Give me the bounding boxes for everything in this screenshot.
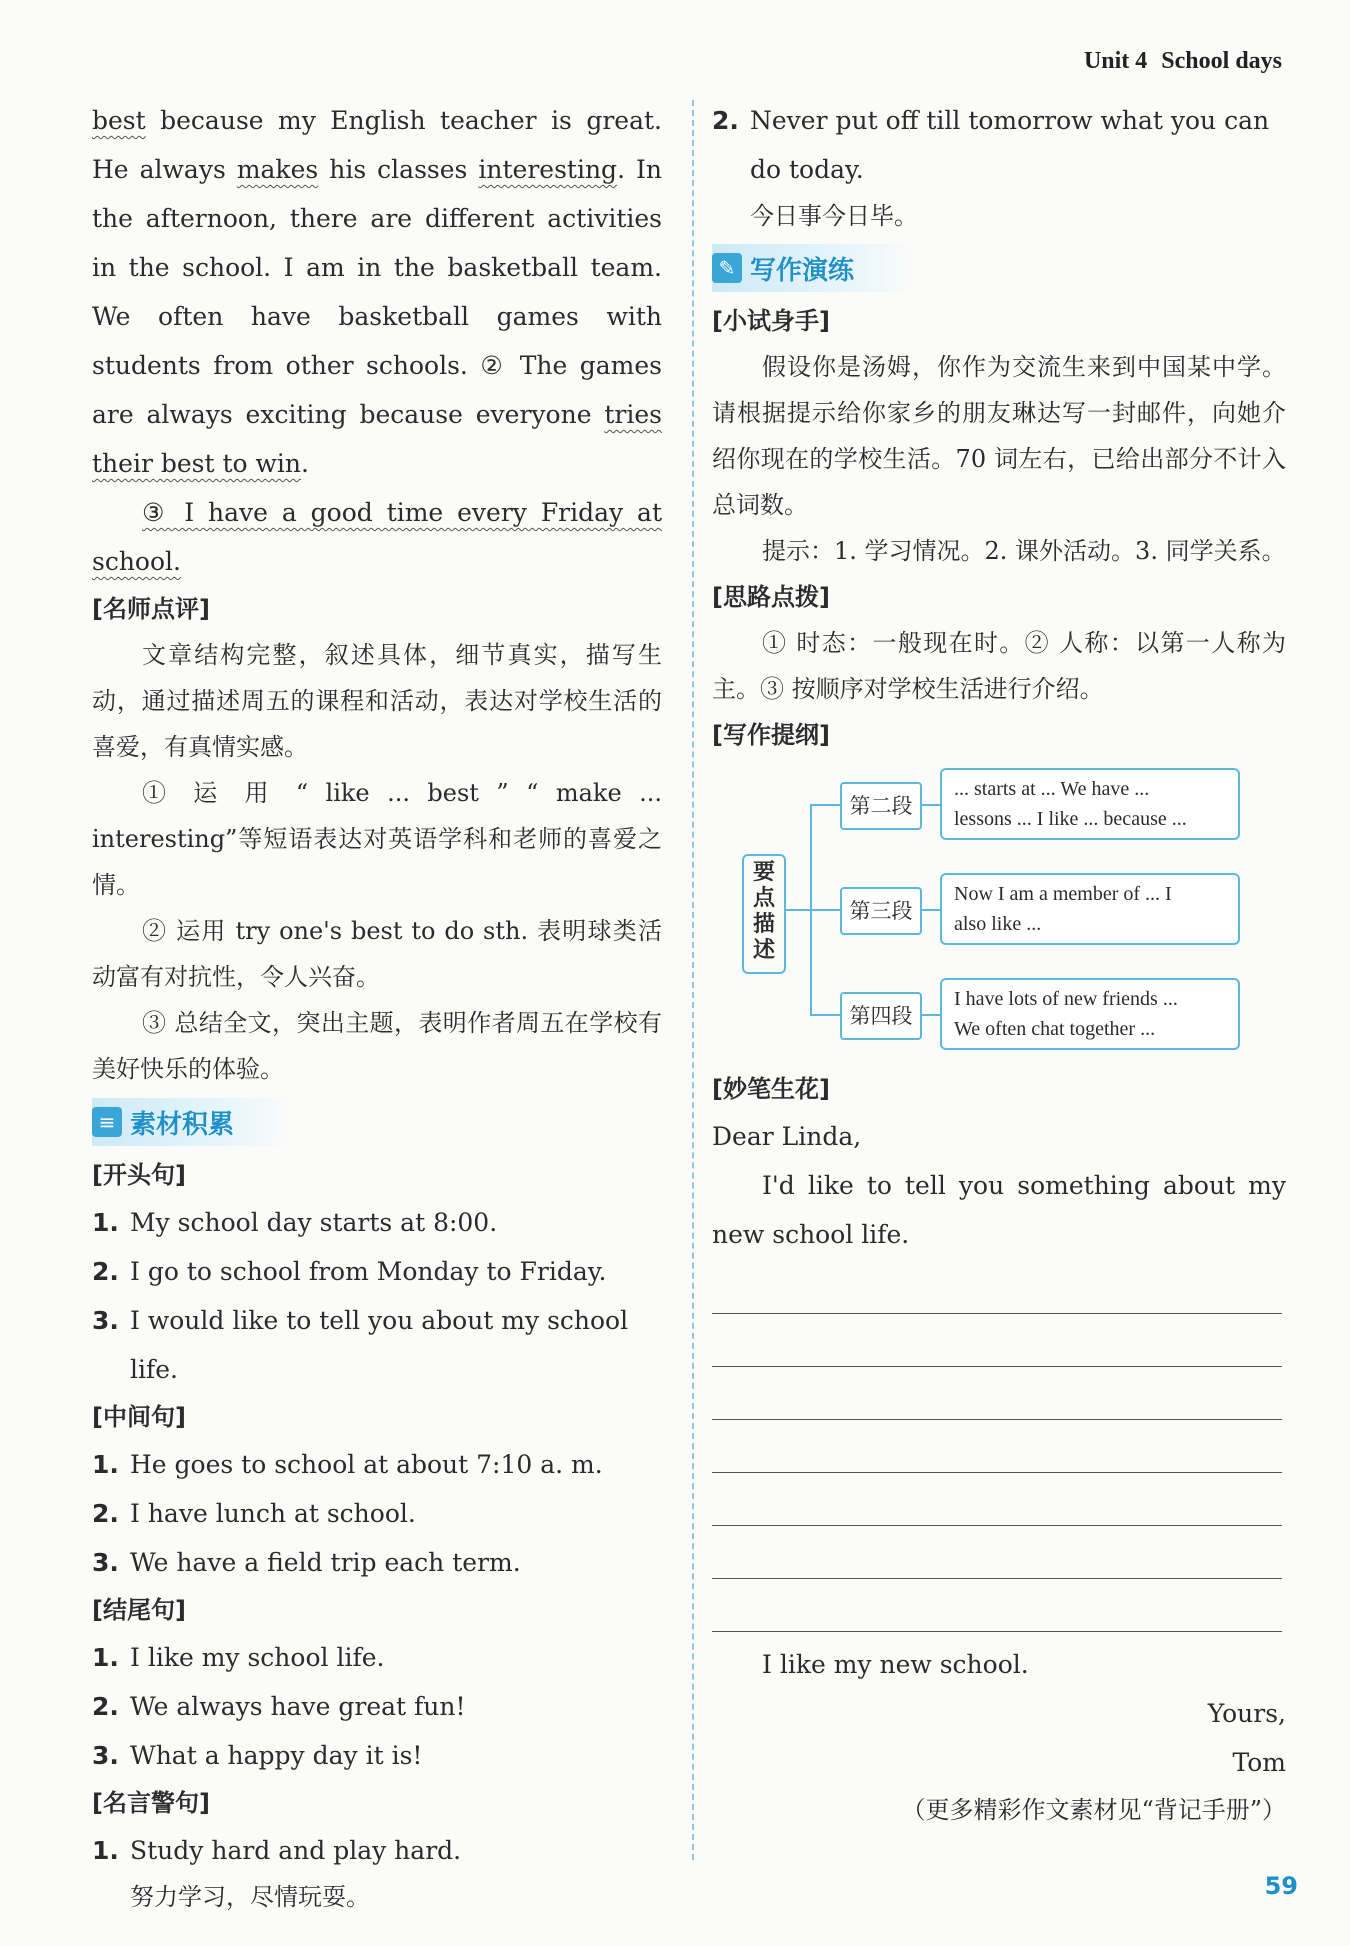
connector-line (810, 804, 840, 806)
connector-line (920, 804, 940, 806)
outline-line: also like ... (954, 913, 1042, 935)
outline-segment-label: 第三段 (840, 887, 922, 935)
item-text: I go to school from Monday to Friday. (130, 1257, 607, 1286)
idea-label: [思路点拨] (712, 583, 830, 611)
essay-text: because my English teacher is great. He always (92, 106, 662, 184)
quote-translation: 今日事今日毕。 (750, 202, 918, 230)
connector-line (920, 1014, 940, 1016)
writing-line[interactable] (712, 1367, 1282, 1420)
item-text: My school day starts at 8:00. (130, 1208, 498, 1237)
try-label: [小试身手] (712, 307, 830, 335)
writing-section-header (712, 244, 912, 292)
hint-text: 提示：1. 学习情况。2. 课外活动。3. 同学关系。 (762, 537, 1286, 565)
writing-line[interactable] (712, 1526, 1282, 1579)
item-number: 2. (92, 1692, 119, 1721)
outline-line: lessons ... I like ... because ... (954, 808, 1187, 830)
item-number: 2. (92, 1257, 119, 1286)
item-number: 3. (92, 1548, 119, 1577)
item-number: 1. (92, 1836, 119, 1865)
item-text: What a happy day it is! (130, 1741, 423, 1770)
list-item (92, 1489, 662, 1538)
writing-line[interactable] (712, 1473, 1282, 1526)
letter-greeting: Dear Linda, (712, 1122, 862, 1151)
list-item (92, 1731, 662, 1780)
comment-point-1: ① 运 用 “ like ... best ” “ make ... interesting”等短语表达对英语学科和老师的喜爱之情。 (92, 779, 662, 899)
quote-label: [名言警句] (92, 1789, 210, 1817)
letter-closing: I like my new school. (762, 1650, 1029, 1679)
outline-content-box (940, 768, 1240, 840)
highlight-best: best (92, 106, 146, 135)
essay-text: his classes (318, 155, 479, 184)
writing-line[interactable] (712, 1420, 1282, 1473)
outline-segment-label: 第二段 (840, 782, 922, 830)
item-number: 1. (92, 1643, 119, 1672)
essay-last-sentence (92, 488, 662, 586)
list-item (92, 1538, 662, 1587)
page-number: 59 (1264, 1872, 1298, 1900)
highlight-makes: makes (236, 155, 319, 184)
list-item (92, 1296, 662, 1394)
list-item (712, 96, 1286, 194)
list-item (92, 1198, 662, 1247)
outline-line: ... starts at ... We have ... (954, 778, 1150, 800)
list-item (92, 1826, 662, 1875)
item-number: 1. (92, 1450, 119, 1479)
writing-outline-diagram (712, 766, 1286, 1066)
item-text: We have a field trip each term. (130, 1548, 521, 1577)
outline-line: I have lots of new friends ... (954, 988, 1178, 1010)
sample-label: [妙笔生花] (712, 1075, 830, 1103)
connector-line (810, 1014, 840, 1016)
writing-line[interactable] (712, 1314, 1282, 1367)
writing-section-title: 写作演练 (750, 255, 855, 286)
more-materials-note: （更多精彩作文素材见“背记手册”） (901, 1796, 1286, 1824)
book-stack-icon: ≡ (92, 1107, 122, 1137)
item-number: 3. (92, 1306, 119, 1335)
list-item (92, 1247, 662, 1296)
outline-key-box: 要点描述 (742, 854, 786, 974)
outline-segment-label: 第四段 (840, 992, 922, 1040)
right-column (712, 96, 1286, 1833)
outline-line: We often chat together ... (954, 1018, 1156, 1040)
material-section-title: 素材积累 (130, 1109, 235, 1140)
ending-label: [结尾句] (92, 1596, 186, 1624)
letter-signoff: Yours, (1207, 1699, 1286, 1728)
highlight-tries-best: tries their best to win (92, 400, 662, 478)
list-item (92, 1440, 662, 1489)
outline-content-box (940, 873, 1240, 945)
connector-line (810, 909, 840, 911)
material-section-header (92, 1098, 292, 1146)
item-number: 2. (92, 1499, 119, 1528)
comment-point-2: ② 运用 try one's best to do sth. 表明球类活动富有对抗性，令人兴奋。 (92, 917, 662, 991)
highlight-last: ③ I have a good time every Friday at school. (92, 498, 662, 576)
unit-title: School days (1161, 48, 1282, 74)
middle-label: [中间句] (92, 1403, 186, 1431)
comment-text: 文章结构完整，叙述具体，细节真实，描写生动，通过描述周五的课程和活动，表达对学校生活的喜爱，有真情实感。 (92, 641, 662, 761)
list-item (92, 1682, 662, 1731)
item-text: Never put off till tomorrow what you can do today. (750, 106, 1270, 184)
unit-label: Unit 4 (1083, 48, 1148, 74)
item-text: I would like to tell you about my school life. (130, 1306, 629, 1384)
quote-translation: 努力学习，尽情玩耍。 (130, 1883, 370, 1911)
item-text: He goes to school at about 7:10 a. m. (130, 1450, 603, 1479)
outline-label: [写作提纲] (712, 721, 830, 749)
outline-content-box (940, 978, 1240, 1050)
item-text: We always have great fun! (130, 1692, 466, 1721)
item-number: 2. (712, 106, 739, 135)
pen-writing-icon: ✎ (712, 253, 742, 283)
highlight-interesting: interesting (478, 155, 618, 184)
writing-line[interactable] (712, 1579, 1282, 1632)
task-text: 假设你是汤姆，你作为交流生来到中国某中学。请根据提示给你家乡的朋友琳达写一封邮件，向她介绍你现在的学校生活。70 词左右，已给出部分不计入总词数。 (712, 353, 1286, 519)
writing-lines[interactable] (712, 1261, 1286, 1632)
item-text: Study hard and play hard. (130, 1836, 462, 1865)
opening-label: [开头句] (92, 1161, 186, 1189)
essay-text: . In the afternoon, there are different activities in the school. I am in the basketball team. We often have basketball games with students from other schools. ② The games are always exciting because everyone (92, 155, 663, 429)
left-column (92, 96, 662, 1919)
column-divider (692, 100, 694, 1860)
comment-point-3: ③ 总结全文，突出主题，表明作者周五在学校有美好快乐的体验。 (92, 1009, 662, 1083)
letter-opening: I'd like to tell you something about my new school life. (712, 1171, 1286, 1249)
idea-text: ① 时态：一般现在时。② 人称：以第一人称为主。③ 按顺序对学校生活进行介绍。 (712, 629, 1286, 703)
item-number: 1. (92, 1208, 119, 1237)
comment-label: [名师点评] (92, 595, 210, 623)
connector-line (786, 909, 810, 911)
outline-line: Now I am a member of ... I (954, 883, 1172, 905)
letter-signature: Tom (1232, 1748, 1286, 1777)
essay-paragraph (92, 96, 662, 488)
item-text: I like my school life. (130, 1643, 385, 1672)
connector-line (920, 909, 940, 911)
list-item (92, 1633, 662, 1682)
item-number: 3. (92, 1741, 119, 1770)
writing-line[interactable] (712, 1261, 1282, 1314)
essay-text: . (301, 449, 309, 478)
running-header (1070, 48, 1282, 75)
item-text: I have lunch at school. (130, 1499, 416, 1528)
